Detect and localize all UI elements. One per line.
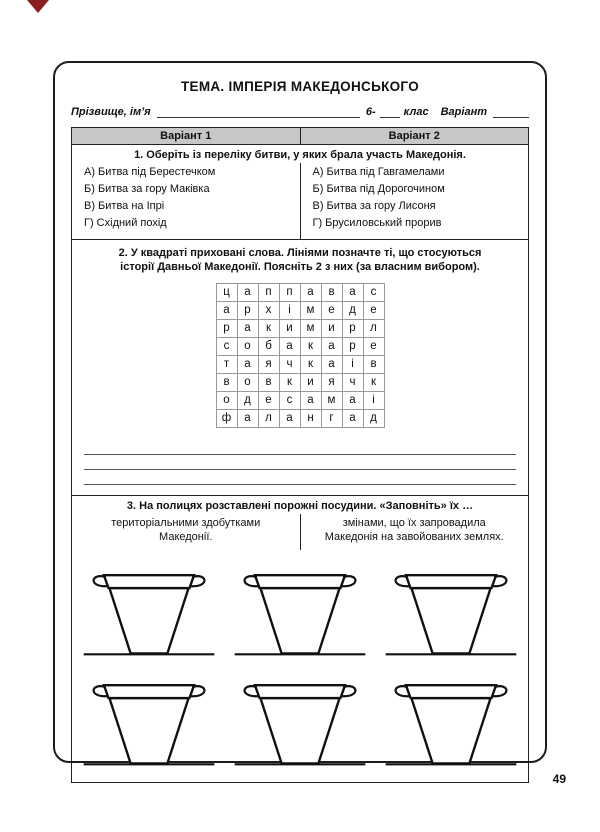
grid-cell: ч (342, 373, 363, 391)
grid-cell: е (363, 301, 384, 319)
q2-title-line1: 2. У квадраті приховані слова. Лініями позначте ті, що стосуються (118, 247, 482, 260)
grid-cell: а (237, 319, 258, 337)
grid-cell: в (216, 373, 237, 391)
grade-prefix: 6- (365, 106, 376, 118)
grid-cell: а (279, 337, 300, 355)
corner-accent-mark (27, 0, 49, 13)
grid-cell: ч (279, 355, 300, 373)
option-item: В) Битва на Іпрі (84, 200, 165, 213)
q1-options-row (72, 163, 528, 239)
grid-cell: б (258, 337, 279, 355)
name-blank-line (157, 104, 360, 118)
grid-cell: г (321, 409, 342, 427)
grid-cell: а (300, 391, 321, 409)
grid-cell: і (279, 301, 300, 319)
q3-instructions-row (72, 514, 528, 551)
grid-cell: і (342, 355, 363, 373)
q3-title: 3. На полицях розставлені порожні посудини. «Заповніть» їх … (126, 499, 474, 512)
grid-cell: п (279, 283, 300, 301)
grid-cell: я (321, 373, 342, 391)
option-item: Б) Битва під Дорогочином (312, 183, 445, 196)
grid-cell: к (279, 373, 300, 391)
grid-cell: д (363, 409, 384, 427)
grid-cell: о (237, 373, 258, 391)
grid-cell: к (258, 319, 279, 337)
grid-cell: і (363, 391, 384, 409)
answer-lines (84, 440, 516, 485)
vessel-shelf-row (80, 672, 520, 772)
grid-cell: р (237, 301, 258, 319)
krater-vessel-icon (231, 562, 369, 662)
grid-cell: я (258, 355, 279, 373)
header-cell-variant2: Варіант 2 (301, 128, 529, 144)
grid-cell: х (258, 301, 279, 319)
grid-cell: е (363, 337, 384, 355)
grid-cell: ц (216, 283, 237, 301)
grid-cell: н (300, 409, 321, 427)
name-label: Прізвище, ім’я (71, 106, 151, 118)
answer-line (84, 455, 516, 470)
option-item: Б) Битва за гору Маківка (84, 183, 210, 196)
krater-vessel-icon (382, 562, 520, 662)
grid-cell: к (300, 355, 321, 373)
option-item: Г) Брусиловський прорив (312, 217, 442, 230)
grid-cell: р (342, 337, 363, 355)
q2-section (72, 239, 528, 495)
krater-vessel-icon (80, 562, 218, 662)
answer-line (84, 470, 516, 485)
name-row (71, 104, 529, 118)
grid-cell: и (279, 319, 300, 337)
grid-cell: е (321, 301, 342, 319)
q3-variant2-instruction: змінами, що їх запровадила Македонія на завойованих землях. (324, 516, 504, 544)
grid-cell: о (216, 391, 237, 409)
grid-cell: д (237, 391, 258, 409)
krater-vessel-icon (382, 672, 520, 772)
grid-cell: м (321, 391, 342, 409)
grid-cell: с (363, 283, 384, 301)
grid-cell: т (216, 355, 237, 373)
grid-cell: а (216, 301, 237, 319)
grid-cell: о (237, 337, 258, 355)
header-cell-variant1: Варіант 1 (72, 128, 301, 144)
q2-title-line2: історії Давньої Македонії. Поясніть 2 з них (за власним вибором). (120, 261, 480, 274)
grid-cell: а (321, 355, 342, 373)
q3-variant1-instruction: територіальними здобутками Македонії. (72, 514, 301, 551)
vessels-section (72, 550, 528, 782)
table-header-row (72, 128, 528, 145)
task-table (71, 127, 529, 783)
grid-cell: а (342, 283, 363, 301)
grid-cell: а (342, 409, 363, 427)
grid-cell: е (258, 391, 279, 409)
answer-line (84, 440, 516, 455)
page-title: ТЕМА. ІМПЕРІЯ МАКЕДОНСЬКОГО (180, 79, 420, 94)
page-number: 49 (552, 772, 566, 786)
grid-cell: в (258, 373, 279, 391)
grid-cell: р (216, 319, 237, 337)
q1-title: 1. Оберіть із переліку битви, у яких брала участь Македонія. (134, 149, 466, 161)
q1-variant2-options (301, 163, 529, 239)
grid-cell: а (300, 283, 321, 301)
grid-cell: а (321, 337, 342, 355)
krater-vessel-icon (231, 672, 369, 772)
grid-cell: а (279, 409, 300, 427)
grid-cell: ф (216, 409, 237, 427)
grid-cell: п (258, 283, 279, 301)
option-item: А) Битва під Гавгамелами (312, 166, 445, 178)
grid-cell: а (237, 283, 258, 301)
variant-label: Варіант (440, 106, 487, 118)
option-item: А) Битва під Берестечком (84, 166, 216, 178)
q1-variant1-options (72, 163, 301, 239)
grid-cell: м (300, 319, 321, 337)
grade-blank-line (380, 104, 400, 118)
krater-vessel-icon (80, 672, 218, 772)
variant-blank-line (493, 104, 529, 118)
grid-cell: а (342, 391, 363, 409)
grid-cell: в (321, 283, 342, 301)
grid-cell: с (279, 391, 300, 409)
option-item: Г) Східний похід (84, 217, 167, 230)
q1-title-row (72, 145, 528, 163)
worksheet-border (53, 61, 547, 763)
option-item: В) Битва за гору Лисоня (312, 200, 436, 213)
grid-cell: с (216, 337, 237, 355)
grid-cell: и (321, 319, 342, 337)
grid-cell: и (300, 373, 321, 391)
grade-label: клас (403, 106, 429, 118)
grid-cell: д (342, 301, 363, 319)
grid-cell: к (363, 373, 384, 391)
vessel-shelf-row (80, 562, 520, 662)
grid-cell: м (300, 301, 321, 319)
grid-cell: л (363, 319, 384, 337)
grid-cell: в (363, 355, 384, 373)
grid-cell: р (342, 319, 363, 337)
letter-grid (216, 283, 385, 428)
grid-cell: а (237, 409, 258, 427)
q3-title-row (72, 495, 528, 514)
grid-cell: к (300, 337, 321, 355)
grid-cell: л (258, 409, 279, 427)
grid-cell: а (237, 355, 258, 373)
